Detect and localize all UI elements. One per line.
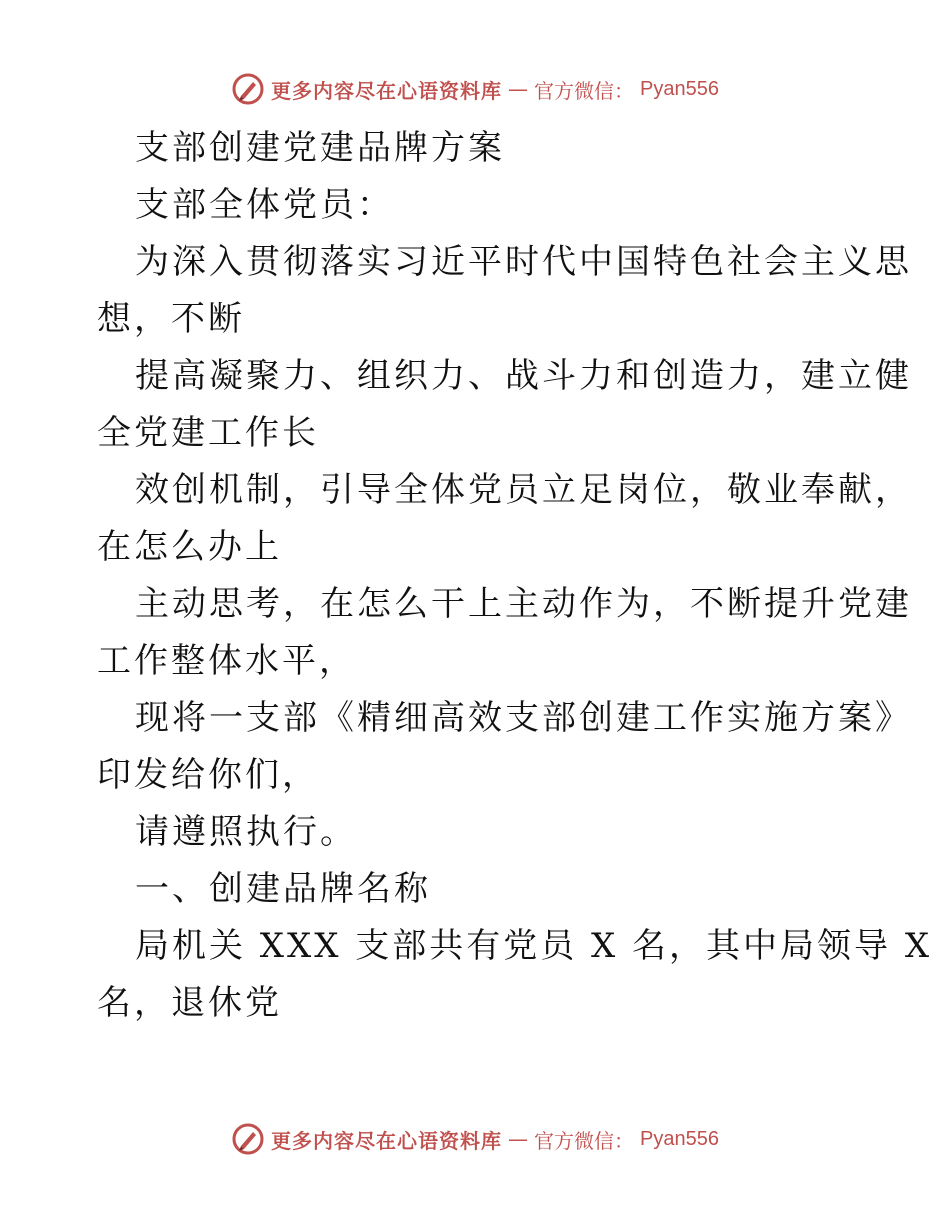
section-heading: 一、创建品牌名称 [135, 869, 431, 909]
footer-watermark [0, 1122, 950, 1156]
paragraph-line: 想，不断 [97, 299, 245, 339]
document-body [97, 120, 933, 1032]
paragraph-line: 局机关 XXX 支部共有党员 X 名，其中局领导 X [135, 926, 933, 966]
paragraph-line: 现将一支部《精细高效支部创建工作实施方案》 [135, 698, 912, 738]
watermark-wechat-id: Pyan556 [640, 77, 719, 100]
pen-logo-icon [231, 72, 265, 106]
doc-salutation: 支部全体党员： [135, 185, 394, 225]
paragraph-line: 提高凝聚力、组织力、战斗力和创造力，建立健 [135, 356, 912, 396]
paragraph-line: 印发给你们， [97, 755, 319, 795]
watermark-text: 更多内容尽在心语资料库 [271, 78, 503, 103]
watermark-wechat-id: Pyan556 [640, 1127, 719, 1150]
paragraph-line: 请遵照执行。 [135, 812, 357, 852]
watermark-text: 更多内容尽在心语资料库 [271, 1128, 503, 1153]
paragraph-line: 全党建工作长 [97, 413, 319, 453]
watermark-wechat-label: 官方微信： [534, 1128, 635, 1153]
header-watermark [0, 72, 950, 106]
watermark-wechat-label: 官方微信： [534, 78, 635, 103]
paragraph-line: 名，退休党 [97, 983, 282, 1023]
watermark-separator: — [508, 77, 529, 101]
paragraph-line: 在怎么办上 [97, 527, 282, 567]
doc-title: 支部创建党建品牌方案 [135, 128, 505, 168]
watermark-separator: — [508, 1127, 529, 1151]
paragraph-line: 主动思考，在怎么干上主动作为，不断提升党建 [135, 584, 912, 624]
paragraph-line: 为深入贯彻落实习近平时代中国特色社会主义思 [135, 242, 912, 282]
paragraph-line: 工作整体水平， [97, 641, 356, 681]
paragraph-line: 效创机制，引导全体党员立足岗位，敬业奉献， [135, 470, 912, 510]
pen-logo-icon [231, 1122, 265, 1156]
